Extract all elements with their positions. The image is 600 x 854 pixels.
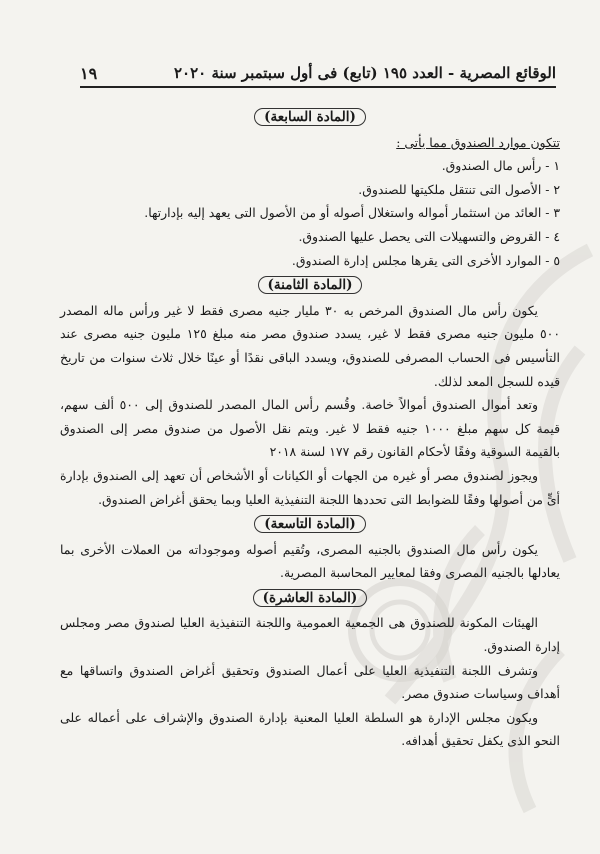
article-heading: (المادة التاسعة) <box>60 513 560 537</box>
paragraph: يكون رأس مال الصندوق بالجنيه المصرى، وتُقيم أصوله وموجوداته من العملات الأخرى بما يعادلها بالجنيه المصرى وفقا لمعايير المحاسبة المصرية. <box>60 541 560 581</box>
article-intro: تتكون موارد الصندوق مما يأتى : <box>396 134 560 150</box>
article-heading: (المادة العاشرة) <box>60 587 560 611</box>
paragraph: وتشرف اللجنة التنفيذية العليا على أعمال الصندوق وتحقيق أغراض الصندوق واتساقها مع أهداف وسياسات صندوق مصر. <box>60 662 560 702</box>
article-heading: (المادة السابعة) <box>60 106 560 130</box>
article-seventh <box>60 106 560 272</box>
list-item: ٢ - الأصول التى تنتقل ملكيتها للصندوق. <box>358 181 560 197</box>
article-eighth <box>60 274 560 511</box>
article-heading: (المادة الثامنة) <box>60 274 560 298</box>
paragraph: الهيئات المكونة للصندوق هى الجمعية العمومية واللجنة التنفيذية العليا لصندوق مصر ومجلس إدارة الصندوق. <box>60 615 560 655</box>
paragraph: يكون رأس مال الصندوق المرخص به ٣٠ مليار جنيه مصرى فقط لا غير ورأس ماله المصدر ٥٠٠ مليون جنيه مصرى فقط لا غير، يسدد صندوق مصر منه مبلغ ١٢٥ مليون جنيه مصرى عند التأسيس فى الحساب المصرفى للصندوق، ويسدد الباقى نقدًا أو عينًا خلال ثلاث سنوات من تاريخ قيده للسجل المعد لذلك. <box>60 302 560 389</box>
header-title: الوقائع المصرية - العدد ١٩٥ (تابع) فى أول سبتمبر سنة ٢٠٢٠ <box>173 64 556 82</box>
list-item: ١ - رأس مال الصندوق. <box>441 158 560 174</box>
page-number: ١٩ <box>80 63 98 83</box>
paragraph: وتعد أموال الصندوق أموالاً خاصة. وقُسم رأس المال المصدر للصندوق إلى ٥٠٠ ألف سهم، قيمة كل سهم مبلغ ١٠٠٠ جنيه فقط لا غير. ويتم نقل الأصول من صندوق مصر إلى الصندوق بالقيمة السوقية وفقًا لأحكام القانون رقم ١٧٧ لسنة ٢٠١٨ <box>60 397 560 460</box>
document-body <box>60 104 560 753</box>
list-item: ٥ - الموارد الأخرى التى يقرها مجلس إدارة الصندوق. <box>291 252 560 268</box>
paragraph: ويكون مجلس الإدارة هو السلطة العليا المعنية بإدارة الصندوق والإشراف على أعماله على النحو الذى يكفل تحقيق أهدافه. <box>60 709 560 749</box>
paragraph: ويجوز لصندوق مصر أو غيره من الجهات أو الكيانات أو الأشخاص أن تعهد إلى الصندوق بإدارة أىٍّ من أصولها وفقًا للضوابط التى تحددها اللجنة التنفيذية العليا وبما يحقق أغراض الصندوق. <box>60 467 560 507</box>
article-tenth <box>60 587 560 753</box>
list-item: ٣ - العائد من استثمار أمواله واستغلال أصوله أو من الأصول التى يعهد إليه بإدارتها. <box>144 205 560 221</box>
article-ninth <box>60 513 560 585</box>
list-item: ٤ - القروض والتسهيلات التى يحصل عليها الصندوق. <box>298 228 560 244</box>
page-header <box>80 60 556 88</box>
